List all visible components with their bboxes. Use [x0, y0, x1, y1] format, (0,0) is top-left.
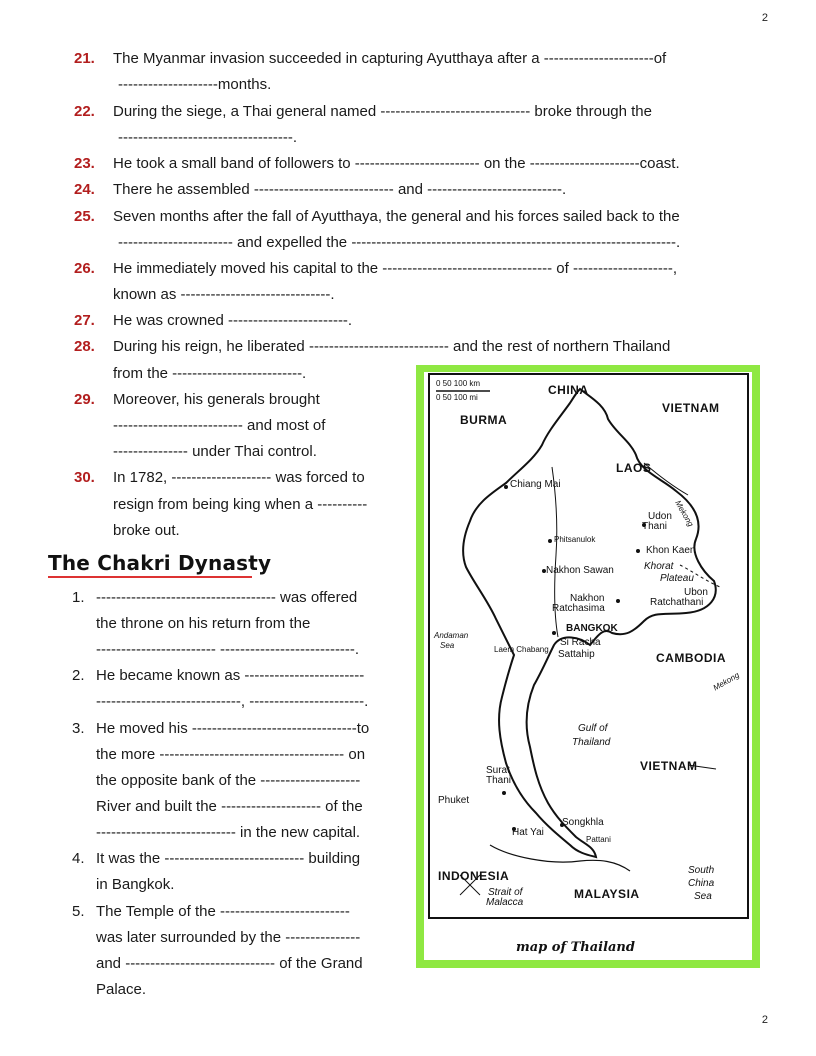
- question-text: ---------------------------- in the new capital.: [96, 824, 361, 841]
- map-label-china: CHINA: [548, 383, 589, 397]
- question-text: from the --------------------------.: [113, 365, 307, 382]
- question-text: He took a small band of followers to ------------------------- on the ----------------------coast.: [113, 155, 680, 172]
- question-number: 29.: [74, 391, 95, 408]
- map-label-andaman-sea: Sea: [440, 641, 455, 650]
- map-label-laem-chabang: Laem Chabang: [494, 645, 549, 654]
- map-scale-mi: 0 50 100 mi: [436, 393, 478, 402]
- map-label-khorat: Khorat: [644, 561, 674, 572]
- question-text: In 1782, -------------------- was forced to: [113, 469, 365, 486]
- map-scale-km: 0 50 100 km: [436, 379, 481, 388]
- map-label-phitsanulok: Phitsanulok: [554, 535, 596, 544]
- map-label-plateau: Plateau: [660, 573, 694, 584]
- question-number: 24.: [74, 181, 95, 198]
- map-label-china-sea: China: [688, 878, 715, 889]
- map-label-gulf-of: Gulf of: [578, 723, 608, 734]
- question-number: 22.: [74, 103, 95, 120]
- question-text: The Temple of the --------------------------: [96, 903, 350, 920]
- map-label-sea: Sea: [694, 891, 712, 902]
- question-number: 28.: [74, 338, 95, 355]
- map-label-surat-thani: Thani: [486, 775, 512, 786]
- map-label-sattahip: Sattahip: [558, 649, 595, 660]
- map-label-chiang-mai: Chiang Mai: [510, 479, 561, 490]
- question-number: 23.: [74, 155, 95, 172]
- question-text: -------------------------- and most of: [113, 417, 326, 434]
- map-label-south: South: [688, 865, 715, 876]
- question-text: Moreover, his generals brought: [113, 391, 320, 408]
- question-text: and ------------------------------ of the Grand: [96, 955, 363, 972]
- question-text: He immediately moved his capital to the ---------------------------------- of --------------------,: [113, 260, 678, 277]
- question-number: 21.: [74, 50, 95, 67]
- question-text: the more ------------------------------------- on: [96, 746, 366, 763]
- question-text: -----------------------------------.: [118, 129, 297, 146]
- map-label-mekong-south: Mekong: [711, 670, 741, 693]
- question-number: 25.: [74, 208, 95, 225]
- question-number: 30.: [74, 469, 95, 486]
- question-text: River and built the -------------------- of the: [96, 798, 363, 815]
- question-text: ----------------------- and expelled the -----------------------------------------------------------------.: [118, 234, 681, 251]
- map-label-strait-of: Strait of: [488, 887, 523, 898]
- question-text: broke out.: [113, 522, 180, 539]
- section-title: The Chakri Dynasty: [48, 551, 272, 575]
- question-text: There he assembled ---------------------------- and ---------------------------.: [113, 181, 567, 198]
- map-label-udon: Udon: [648, 511, 672, 522]
- map-label-malacca: Malacca: [486, 897, 524, 908]
- section-title-underline: [48, 576, 252, 578]
- question-number: 4.: [72, 850, 85, 867]
- map-label-surat: Surat: [486, 765, 510, 776]
- question-text: The Myanmar invasion succeeded in capturing Ayutthaya after a ----------------------of: [113, 50, 667, 67]
- map-label-nakhon: Nakhon: [570, 593, 605, 604]
- question-text: During the siege, a Thai general named ------------------------------ broke through the: [113, 103, 652, 120]
- map-label-indonesia: INDONESIA: [438, 869, 510, 883]
- question-text: He was crowned ------------------------.: [113, 312, 353, 329]
- map-label-andaman: Andaman: [434, 631, 469, 640]
- map-label-cambodia: CAMBODIA: [656, 651, 726, 665]
- map-label-laos: LAOS: [616, 461, 652, 475]
- map-label-malaysia: MALAYSIA: [574, 887, 640, 901]
- map-label-khon-kaen: Khon Kaen: [646, 545, 696, 556]
- map-label-vietnam-south: VIETNAM: [640, 759, 698, 773]
- map-label-vietnam-north: VIETNAM: [662, 401, 720, 415]
- question-number: 26.: [74, 260, 95, 277]
- map-label-mekong-north: Mekong: [673, 498, 696, 529]
- map-label-thani: Thani: [642, 521, 668, 532]
- map-label-pattani: Pattani: [586, 835, 611, 844]
- question-text: -----------------------------, -----------------------.: [96, 693, 369, 710]
- question-text: He moved his ---------------------------------to: [96, 720, 370, 737]
- question-text: was later surrounded by the ---------------: [96, 929, 361, 946]
- map-of-thailand: [428, 373, 749, 919]
- map-label-si-racha: Si Racha: [560, 637, 601, 648]
- map-label-hat-yai: Hat Yai: [512, 827, 544, 838]
- question-text: in Bangkok.: [96, 876, 175, 893]
- question-text: Seven months after the fall of Ayutthaya, the general and his forces sailed back to the: [113, 208, 680, 225]
- question-text: ------------------------ ---------------------------.: [96, 641, 360, 658]
- map-label-ratchasima: Ratchasima: [552, 603, 605, 614]
- question-number: 5.: [72, 903, 85, 920]
- map-label-ubon: Ubon: [684, 587, 708, 598]
- page-number-top: 2: [761, 12, 768, 24]
- question-number: 2.: [72, 667, 85, 684]
- map-label-bangkok: BANGKOK: [566, 623, 618, 634]
- map-caption: map of Thailand: [516, 940, 635, 955]
- map-label-songkhla: Songkhla: [562, 817, 604, 828]
- question-text: ------------------------------------ was offered: [96, 589, 358, 606]
- question-number: 3.: [72, 720, 85, 737]
- question-text: --------------- under Thai control.: [113, 443, 317, 460]
- question-text: During his reign, he liberated ---------------------------- and the rest of northern Thailand: [113, 338, 671, 355]
- question-text: the opposite bank of the --------------------: [96, 772, 361, 789]
- question-text: known as ------------------------------.: [113, 286, 335, 303]
- map-label-ratchathani: Ratchathani: [650, 597, 704, 608]
- question-text: resign from being king when a ----------: [113, 496, 368, 513]
- question-number: 27.: [74, 312, 95, 329]
- question-text: the throne on his return from the: [96, 615, 311, 632]
- question-text: He became known as ------------------------: [96, 667, 365, 684]
- question-text: It was the ---------------------------- building: [96, 850, 361, 867]
- map-label-gulf-thailand: Thailand: [572, 737, 611, 748]
- question-text: --------------------months.: [118, 76, 272, 93]
- map-label-phuket: Phuket: [438, 795, 470, 806]
- map-label-burma: BURMA: [460, 413, 508, 427]
- page-number-bottom: 2: [761, 1014, 768, 1026]
- question-number: 1.: [72, 589, 85, 606]
- question-text: Palace.: [96, 981, 147, 998]
- map-label-nakhon-sawan: Nakhon Sawan: [546, 565, 614, 576]
